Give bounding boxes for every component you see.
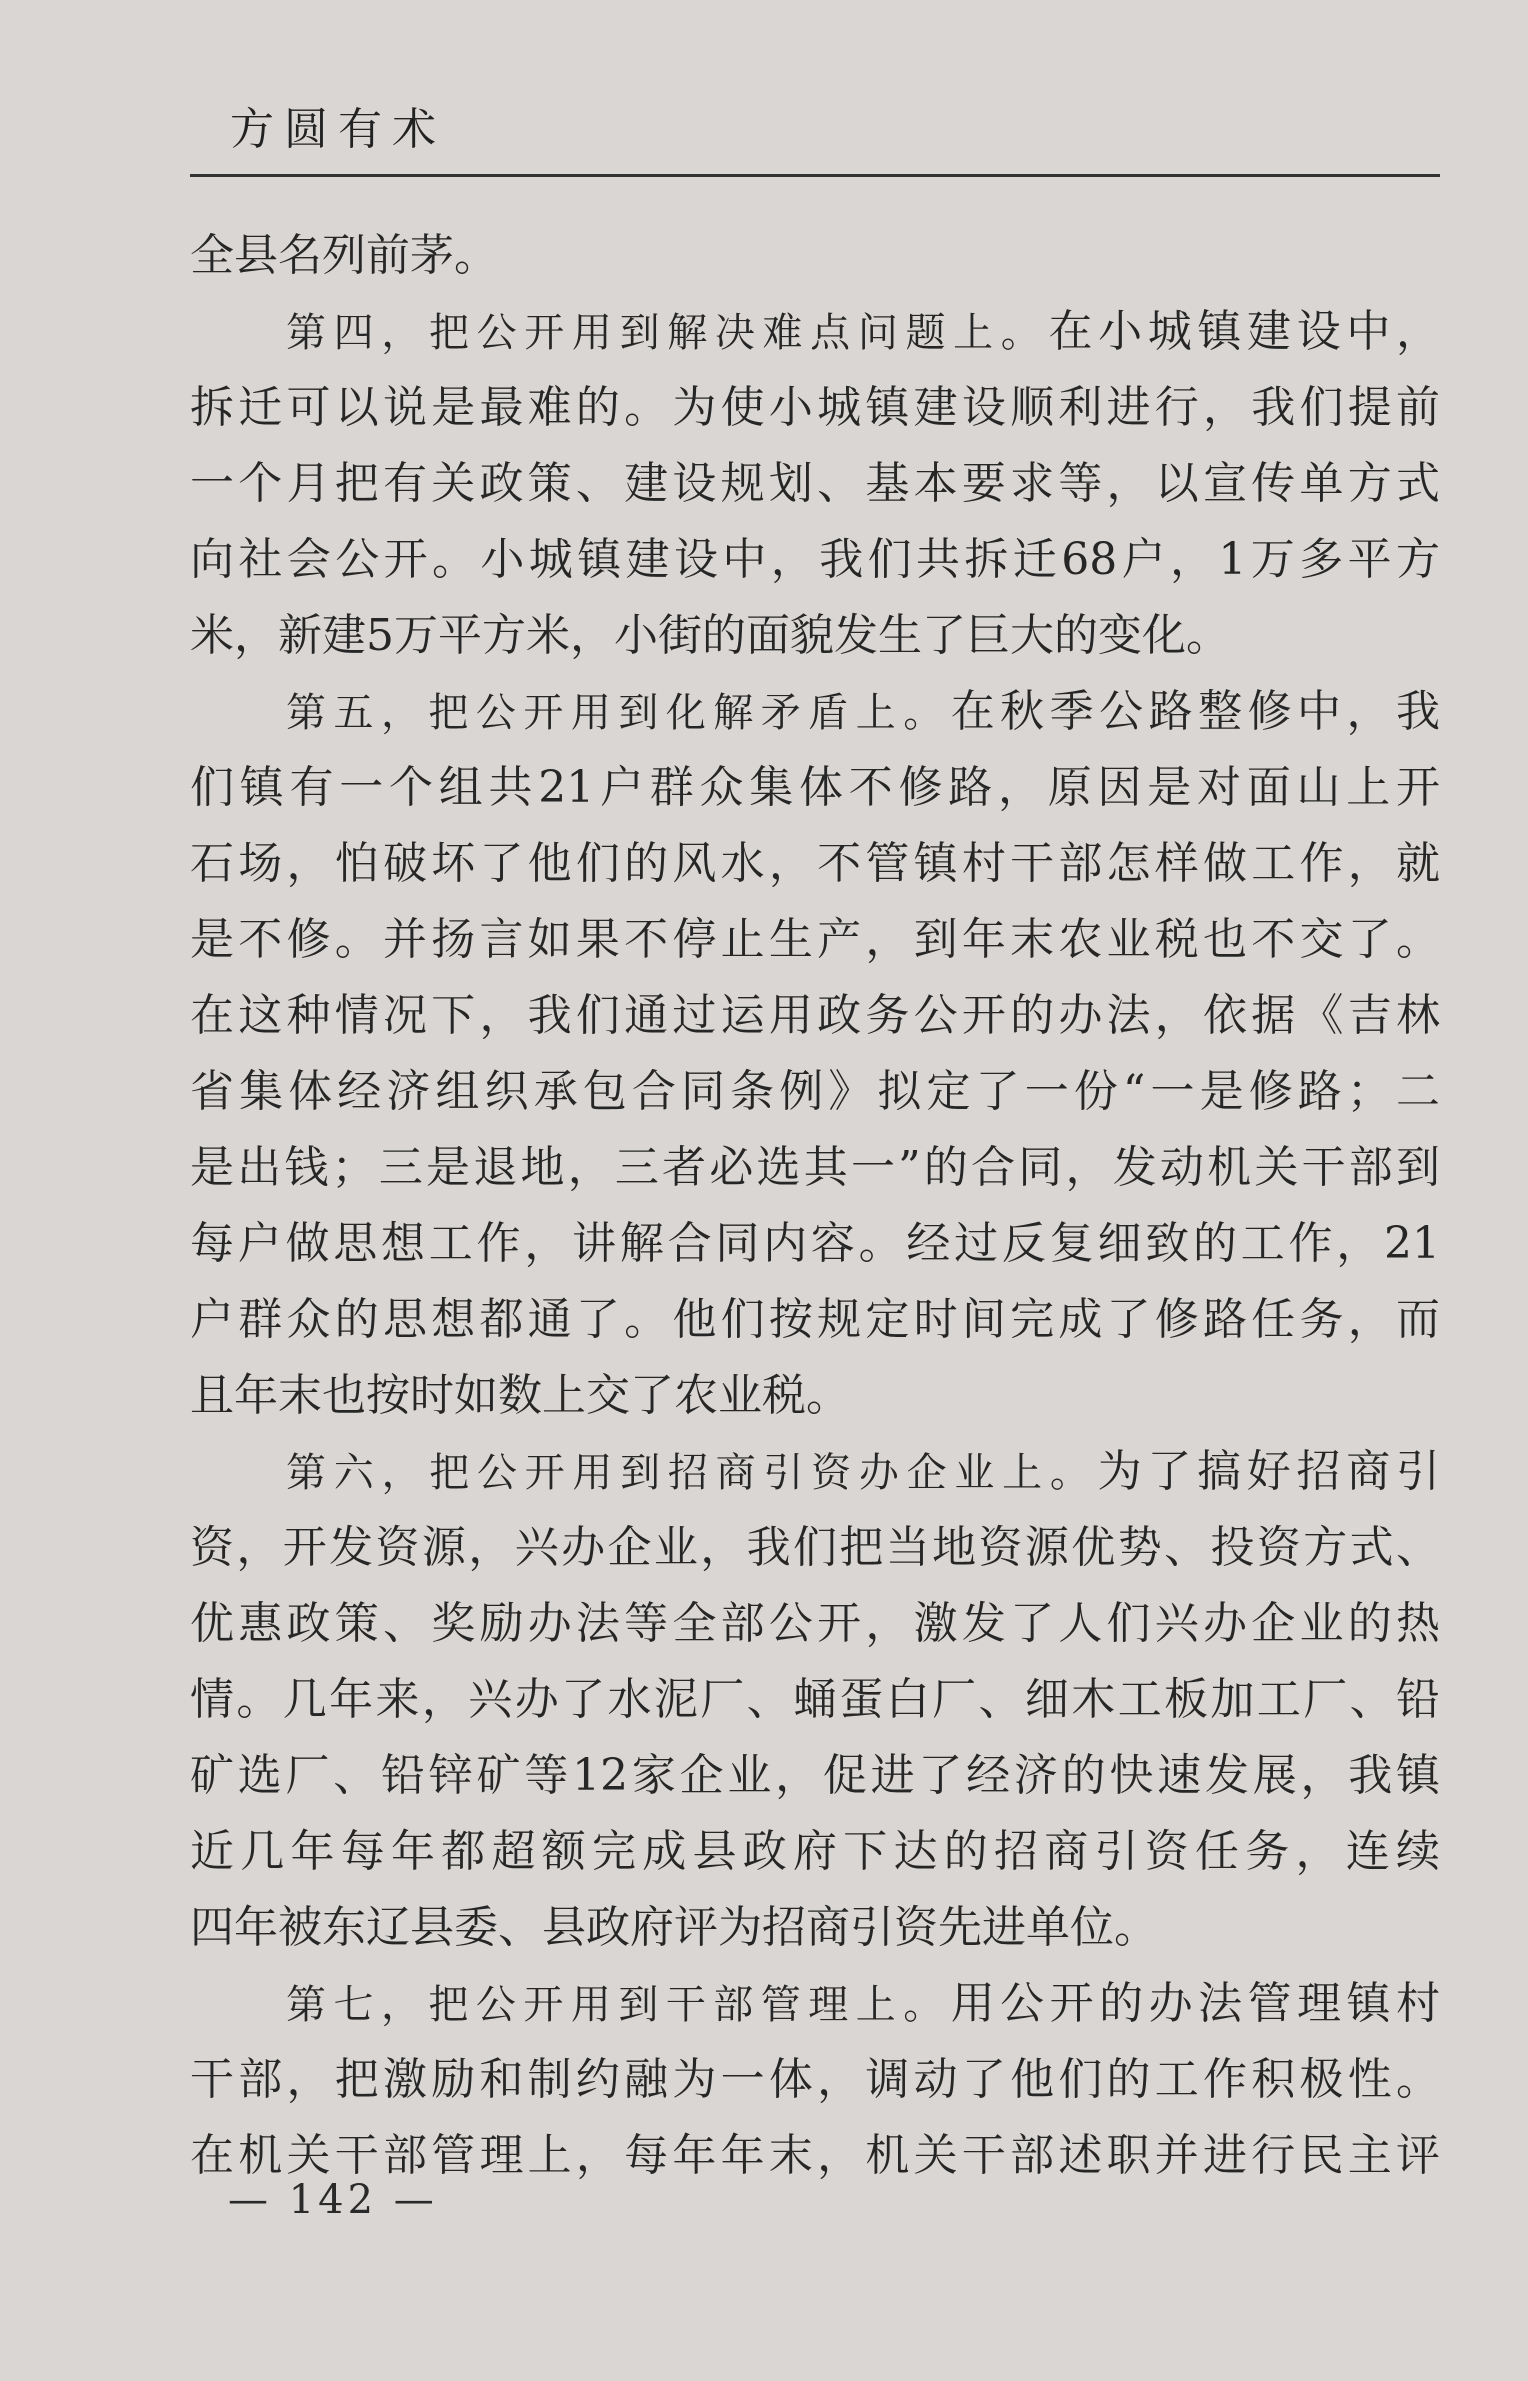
line-text: 是出钱；三是退地，三者必选其一”的合同，发动机关干部到 — [190, 1142, 1440, 1193]
line-text: 在这种情况下，我们通过运用政务公开的办法，依据《吉林 — [190, 990, 1440, 1041]
line-text: 在小城镇建设中， — [1048, 306, 1441, 357]
text-line — [190, 750, 1440, 826]
line-text: 用公开的办法管理镇村 — [950, 1978, 1441, 2029]
text-line — [190, 522, 1440, 598]
line-text: 米，新建5万平方米，小街的面貌发生了巨大的变化。 — [190, 610, 1230, 661]
line-text: 拆迁可以说是最难的。为使小城镇建设顺利进行，我们提前 — [190, 382, 1440, 433]
line-text: 户群众的思想都通了。他们按规定时间完成了修路任务，而 — [190, 1294, 1440, 1345]
line-text: 是不修。并扬言如果不停止生产，到年末农业税也不交了。 — [190, 914, 1440, 965]
text-line — [190, 218, 1440, 294]
text-line — [190, 370, 1440, 446]
text-line — [190, 1738, 1440, 1814]
line-text: 在机关干部管理上，每年年末，机关干部述职并进行民主评 — [190, 2130, 1440, 2181]
line-text: 优惠政策、奖励办法等全部公开，激发了人们兴办企业的热 — [190, 1598, 1440, 1649]
line-text: 干部，把激励和制约融为一体，调动了他们的工作积极性。 — [190, 2054, 1440, 2105]
text-line — [190, 1282, 1440, 1358]
section-heading: 第五，把公开用到化解矛盾上。 — [286, 690, 951, 736]
text-line — [190, 1434, 1440, 1510]
text-line — [190, 1586, 1440, 1662]
section-heading: 第七，把公开用到干部管理上。 — [286, 1982, 951, 2028]
text-line — [190, 902, 1440, 978]
header-rule — [190, 174, 1440, 177]
text-line — [190, 1966, 1440, 2042]
body-text — [190, 218, 1440, 2194]
line-text: 矿选厂、铅锌矿等12家企业，促进了经济的快速发展，我镇 — [190, 1750, 1440, 1801]
text-line — [190, 1890, 1440, 1966]
line-text: 向社会公开。小城镇建设中，我们共拆迁68户，1万多平方 — [190, 534, 1440, 585]
text-line — [190, 1510, 1440, 1586]
text-line — [190, 1814, 1440, 1890]
line-text: 每户做思想工作，讲解合同内容。经过反复细致的工作，21 — [190, 1218, 1440, 1269]
text-line — [190, 446, 1440, 522]
text-line — [190, 1206, 1440, 1282]
line-text: 石场，怕破坏了他们的风水，不管镇村干部怎样做工作，就 — [190, 838, 1440, 889]
line-text: 一个月把有关政策、建设规划、基本要求等，以宣传单方式 — [190, 458, 1440, 509]
line-text: 们镇有一个组共21户群众集体不修路，原因是对面山上开 — [190, 762, 1440, 813]
text-line — [190, 2042, 1440, 2118]
text-line — [190, 826, 1440, 902]
text-line — [190, 598, 1440, 674]
text-line — [190, 978, 1440, 1054]
section-heading: 第四，把公开用到解决难点问题上。 — [286, 310, 1049, 356]
section-heading: 第六，把公开用到招商引资办企业上。 — [286, 1450, 1098, 1496]
running-header — [200, 100, 1440, 180]
text-line — [190, 1662, 1440, 1738]
text-line — [190, 1358, 1440, 1434]
line-text: 且年末也按时如数上交了农业税。 — [190, 1370, 850, 1421]
line-text: 为了搞好招商引 — [1097, 1446, 1441, 1497]
line-text: 省集体经济组织承包合同条例》拟定了一份“一是修路；二 — [190, 1066, 1440, 1117]
header-title: 方圆有术 — [230, 104, 446, 155]
line-text: 近几年每年都超额完成县政府下达的招商引资任务，连续 — [190, 1826, 1440, 1877]
line-text: 资，开发资源，兴办企业，我们把当地资源优势、投资方式、 — [190, 1522, 1440, 1573]
line-text: 四年被东辽县委、县政府评为招商引资先进单位。 — [190, 1902, 1158, 1953]
line-text: 情。几年来，兴办了水泥厂、蛹蛋白厂、细木工板加工厂、铅 — [190, 1674, 1440, 1725]
text-line — [190, 1130, 1440, 1206]
text-line — [190, 674, 1440, 750]
line-text: 在秋季公路整修中，我 — [950, 686, 1441, 737]
line-text: 全县名列前茅。 — [190, 230, 498, 281]
page-number: — 142 — — [228, 2177, 438, 2223]
text-line — [190, 294, 1440, 370]
text-line — [190, 1054, 1440, 1130]
